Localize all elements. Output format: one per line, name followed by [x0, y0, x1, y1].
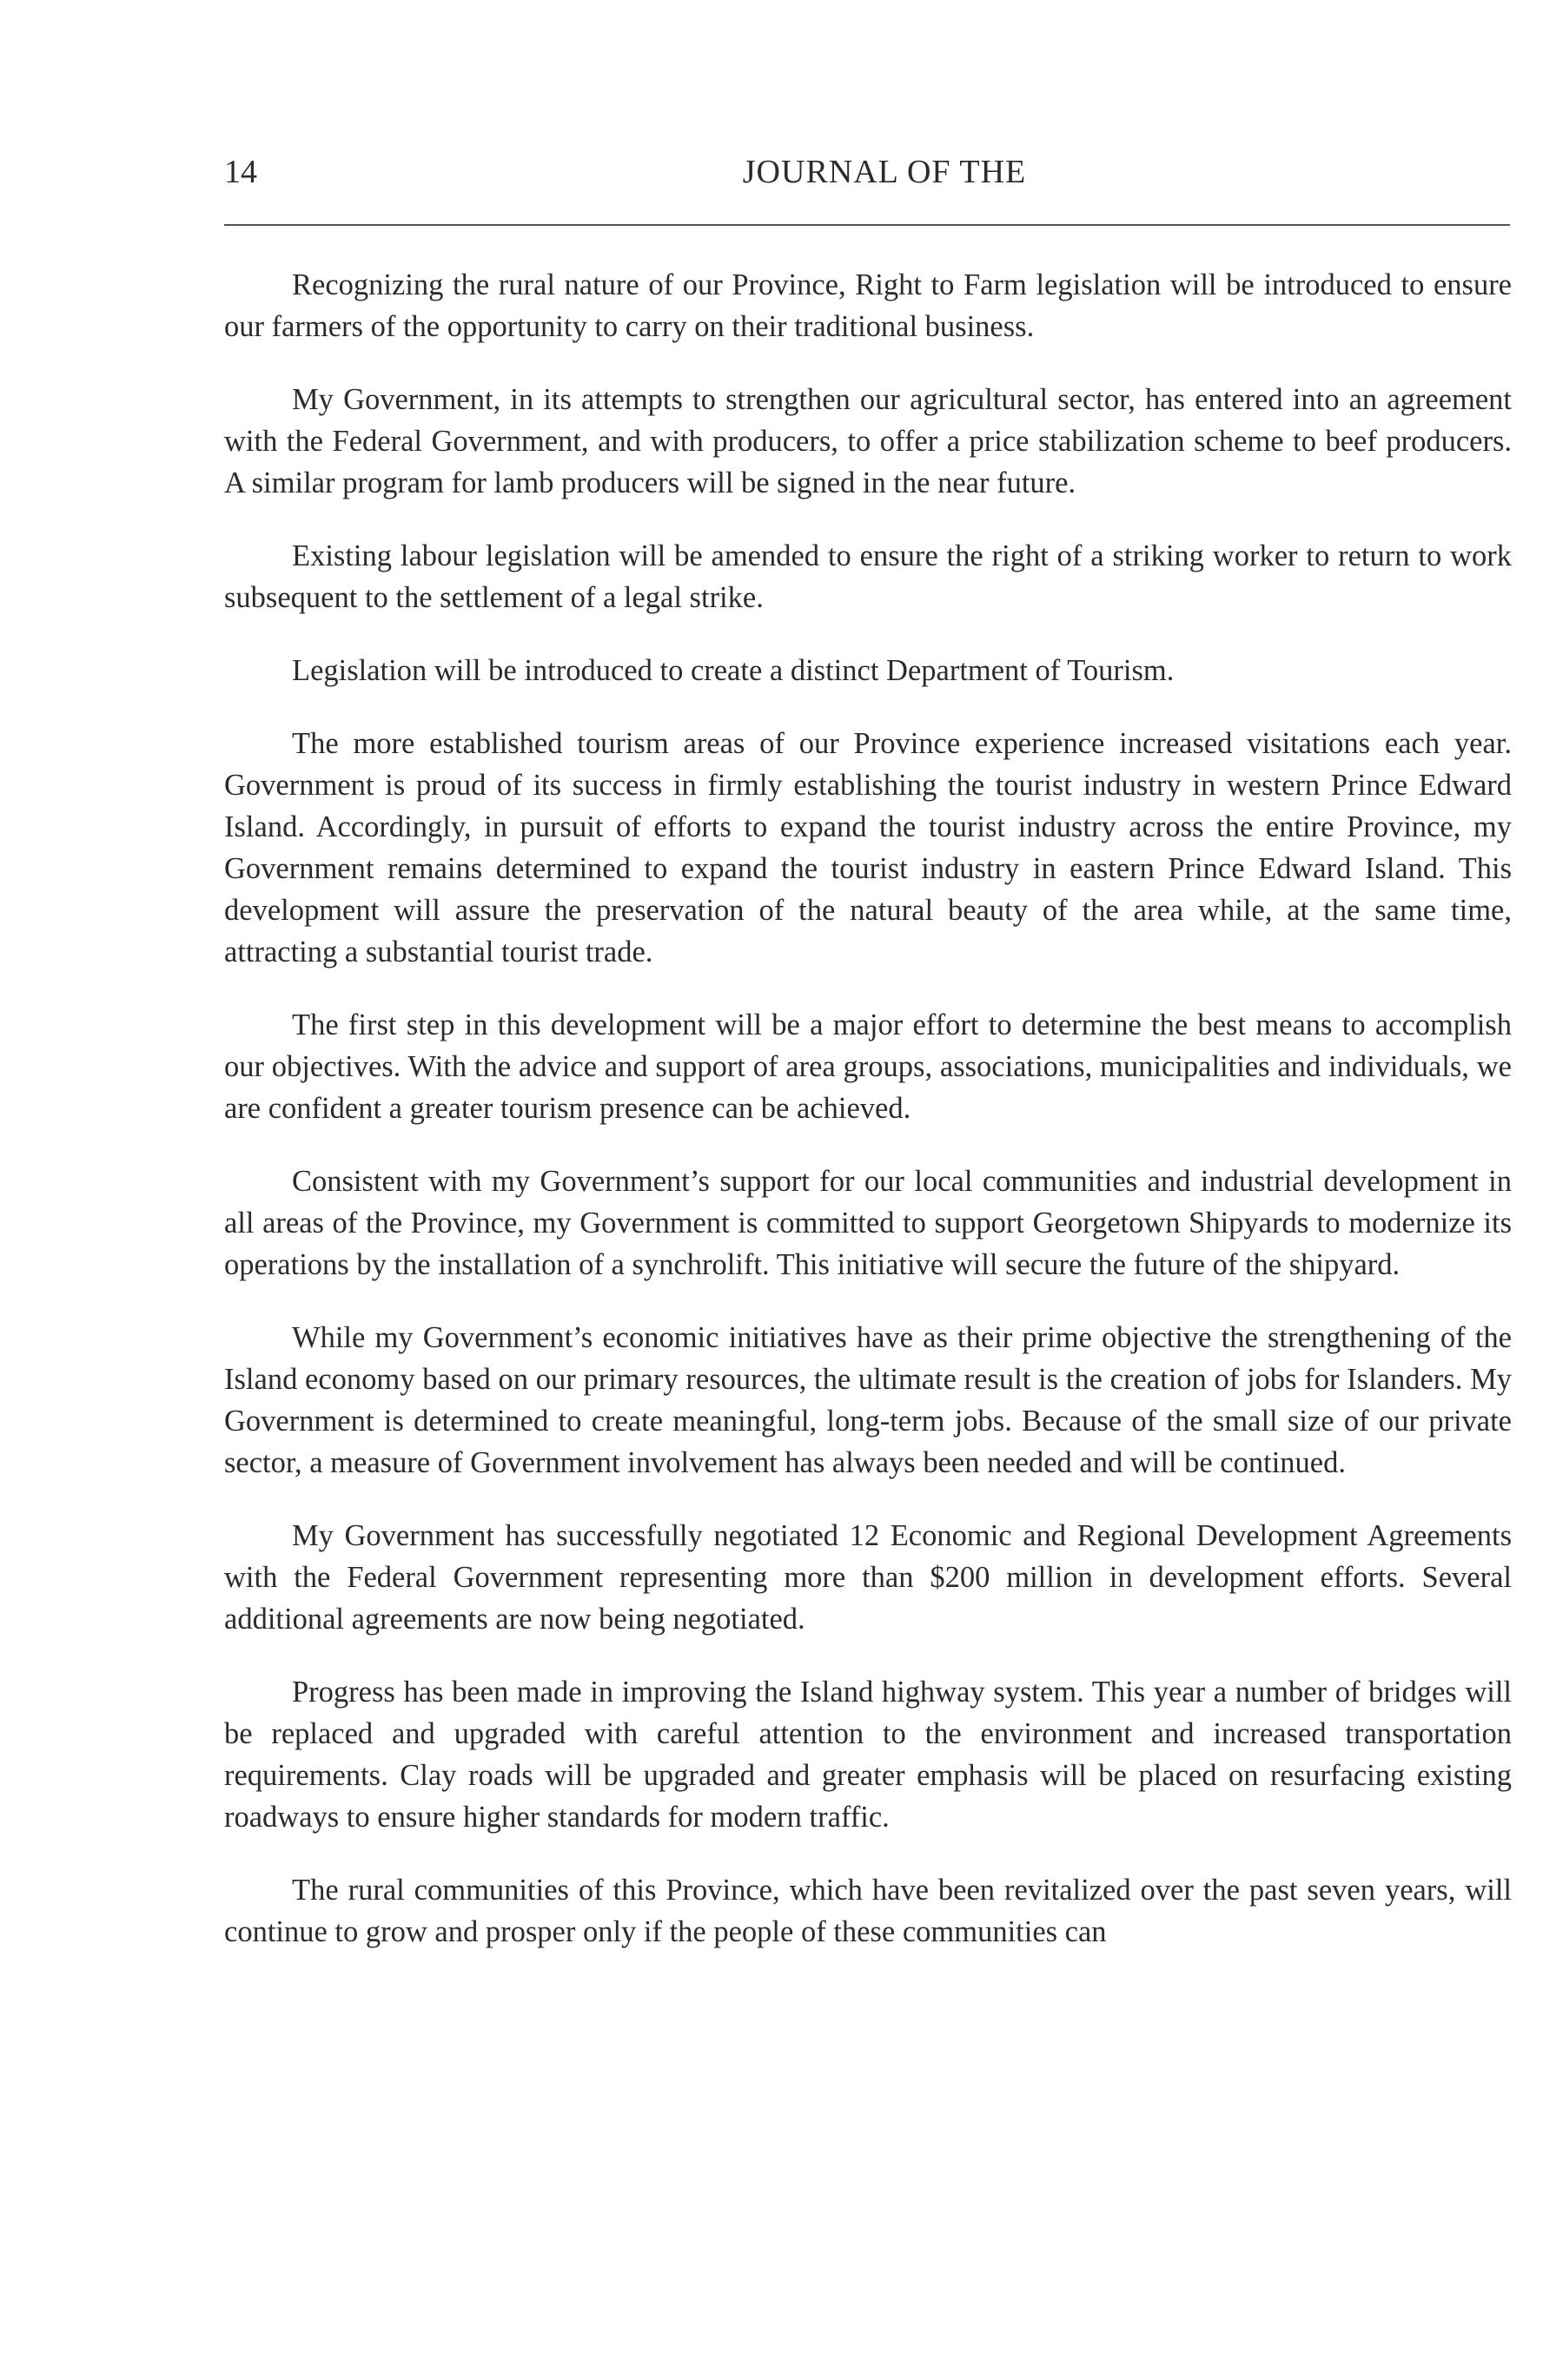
paragraph-economic-initiatives: While my Government’s economic initiatives have as their prime objective the strengthening of the Island economy based on our primary resources, the ultimate result is the creation of jobs for Islanders. My Government is determined to create meaningful, long-term jobs. Because of the small size of our private sector, a measure of Government involvement has always been needed and will be continued.: [224, 1321, 1512, 1479]
paragraph-agriculture-agreement: My Government, in its attempts to strengthen our agricultural sector, has entered into an agreement with the Federal Government, and with producers, to offer a price stabilization scheme to beef producers. A similar program for lamb producers will be signed in the near future.: [224, 383, 1512, 499]
paragraph-highway-system: Progress has been made in improving the Island highway system. This year a number of bridges will be replaced and upgraded with careful attention to the environment and increased transportation requirements. Clay roads will be upgraded and greater emphasis will be placed on resurfacing existing roadways to ensure higher standards for modern traffic.: [224, 1676, 1512, 1834]
paragraph-georgetown-shipyards: Consistent with my Government’s support for our local communities and industrial development in all areas of the Province, my Government is committed to support Georgetown Shipyards to modernize its operations by the installation of a synchrolift. This initiative will secure the future of the shipyard.: [224, 1165, 1512, 1281]
paragraph-tourism-areas: The more established tourism areas of our Province experience increased visitations each year. Government is proud of its success in firmly establishing the tourist industry in western Prince Edward Island. Accordingly, in pursuit of efforts to expand the tourist industry across the entire Province, my Government remains determined to expand the tourist industry in eastern Prince Edward Island. This development will assure the preservation of the natural beauty of the area while, at the same time, attracting a substantial tourist trade.: [224, 727, 1512, 969]
paragraph-first-step: The first step in this development will be a major effort to determine the best means to accomplish our objectives. With the advice and support of area groups, associations, municipalities and individuals, we are confident a greater tourism presence can be achieved.: [224, 1008, 1512, 1125]
paragraph-rural-communities: The rural communities of this Province, which have been revitalized over the past seven years, will continue to grow and prosper only if the people of these communities can: [224, 1874, 1512, 1948]
body-text: [224, 264, 1512, 1984]
header-rule: [224, 224, 1510, 226]
page-number: 14: [224, 154, 257, 190]
paragraph-department-of-tourism: Legislation will be introduced to create a distinct Department of Tourism.: [292, 654, 1175, 687]
running-title: JOURNAL OF THE: [742, 154, 1027, 190]
paragraph-labour-legislation: Existing labour legislation will be amended to ensure the right of a striking worker to return to work subsequent to the settlement of a legal strike.: [224, 539, 1512, 614]
paragraph-development-agreements: My Government has successfully negotiated 12 Economic and Regional Development Agreements with the Federal Government representing more than $200 million in development efforts. Several additional agreements are now being negotiated.: [224, 1519, 1512, 1636]
page-header: [224, 146, 1510, 198]
paragraph-right-to-farm: Recognizing the rural nature of our Province, Right to Farm legislation will be introduced to ensure our farmers of the opportunity to carry on their traditional business.: [224, 268, 1512, 343]
